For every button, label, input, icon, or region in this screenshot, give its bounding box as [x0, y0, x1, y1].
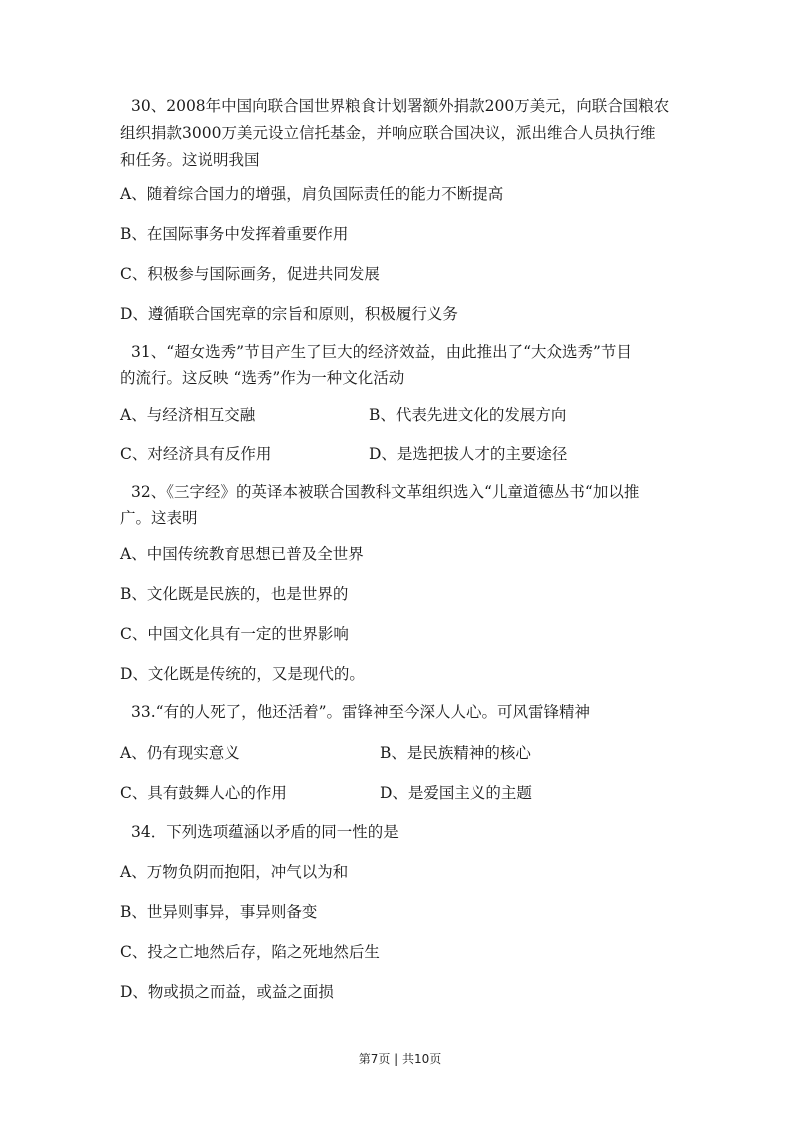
- question-32-stem-line-2: 广。这表明: [120, 509, 198, 527]
- question-33-option-b: B、是民族精神的核心: [380, 744, 531, 762]
- question-34-stem-line-1: 34．下列选项蕴涵以矛盾的同一性的是: [131, 823, 399, 841]
- question-30-stem-line-3: 和任务。这说明我国: [120, 151, 260, 169]
- question-34-option-d: D、物或损之而益，或益之面损: [120, 983, 334, 1001]
- question-33-stem-line-1: 33.“有的人死了，他还活着”。雷锋神至今深人人心。可风雷锋精神: [131, 703, 591, 721]
- question-32-option-a: A、中国传统教育思想已普及全世界: [120, 545, 364, 563]
- question-30-option-a: A、随着综合国力的增强，肩负国际责任的能力不断提高: [120, 185, 504, 203]
- question-32-option-d: D、文化既是传统的，又是现代的。: [120, 665, 365, 683]
- question-33-option-c: C、具有鼓舞人心的作用: [120, 784, 287, 802]
- question-30-option-b: B、在国际事务中发挥着重要作用: [120, 225, 349, 243]
- question-33-option-d: D、是爱国主义的主题: [380, 784, 532, 802]
- question-31-option-d: D、是选把拔人才的主要途径: [369, 445, 568, 463]
- page-footer: 第7页 | 共10页: [358, 1052, 442, 1066]
- question-30-stem-line-1: 30、2008年中国向联合国世界粮食计划署额外捐款200万美元，向联合国粮农: [131, 97, 670, 115]
- question-34-option-b: B、世异则事异，事异则备变: [120, 903, 318, 921]
- question-30-option-c: C、积极参与国际画务，促进共同发展: [120, 265, 380, 283]
- question-34-option-c: C、投之亡地然后存，陷之死地然后生: [120, 943, 380, 961]
- question-31-stem-line-1: 31、“超女选秀”节目产生了巨大的经济效益，由此推出了“大众选秀”节目: [131, 343, 632, 361]
- question-33-option-a: A、仍有现实意义: [120, 744, 240, 762]
- question-31-option-a: A、与经济相互交融: [120, 406, 256, 424]
- question-34-option-a: A、万物负阴而抱阳，冲气以为和: [120, 863, 349, 881]
- question-31-option-b: B、代表先进文化的发展方向: [369, 406, 567, 424]
- question-30-stem-line-2: 组织捐款3000万美元设立信托基金，并响应联合国决议，派出维合人员执行维: [120, 124, 656, 142]
- question-30-option-d: D、遵循联合国宪章的宗旨和原则，积极履行义务: [120, 305, 458, 323]
- question-32-stem-line-1: 32、《三字经》的英译本被联合国教科文革组织选入“儿童道德丛书“加以推: [131, 483, 640, 501]
- question-32-option-b: B、文化既是民族的，也是世界的: [120, 585, 349, 603]
- question-31-option-c: C、对经济具有反作用: [120, 445, 272, 463]
- question-31-stem-line-2: 的流行。这反映 “选秀”作为一种文化活动: [120, 369, 405, 387]
- question-32-option-c: C、中国文化具有一定的世界影响: [120, 625, 349, 643]
